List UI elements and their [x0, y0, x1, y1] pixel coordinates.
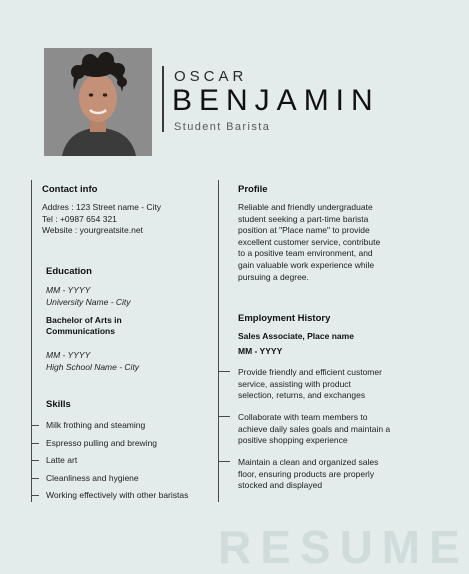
- profile-heading: Profile: [238, 184, 268, 195]
- profile-line: gain valuable work experience while: [238, 259, 375, 270]
- duty-item: [238, 457, 378, 492]
- education-degree-line: Communications: [46, 326, 115, 337]
- skill-item: Cleanliness and hygiene: [46, 473, 139, 483]
- duty-line: service, assisting with product: [238, 378, 351, 389]
- last-name: BENJAMIN: [172, 84, 380, 117]
- education-heading: Education: [46, 266, 92, 277]
- contact-website: Website : yourgreatsite.net: [42, 225, 143, 236]
- duty-line: Provide friendly and efficient customer: [238, 367, 382, 377]
- skill-item: Working effectively with other baristas: [46, 490, 189, 500]
- contact-section: [42, 184, 161, 237]
- education-school: High School Name - City: [46, 361, 140, 372]
- education-school: University Name - City: [46, 296, 131, 307]
- first-name: OSCAR: [174, 68, 248, 85]
- duty-item: [238, 367, 382, 402]
- profile-line: student seeking a part-time barista: [238, 213, 369, 224]
- resume-watermark: RESUME: [218, 521, 469, 573]
- skill-item: Milk frothing and steaming: [46, 420, 146, 430]
- contact-heading: Contact info: [42, 184, 98, 195]
- header-divider: [162, 66, 164, 132]
- duty-line: achieve daily sales goals and maintain a: [238, 423, 391, 434]
- left-column-rule: [31, 180, 32, 502]
- skill-tick: [31, 478, 39, 479]
- skill-tick: [31, 460, 39, 461]
- profile-line: position at "Place name" to provide: [238, 225, 370, 236]
- education-section: [46, 266, 139, 373]
- education-date: MM - YYYY: [46, 350, 91, 361]
- duty-line: stocked and displayed: [238, 480, 323, 491]
- duty-line: Collaborate with team members to: [238, 412, 368, 422]
- skill-tick: [31, 495, 39, 496]
- skill-tick: [31, 443, 39, 444]
- duty-line: selection, returns, and exchanges: [238, 390, 366, 401]
- employment-heading: Employment History: [238, 313, 331, 324]
- duty-tick: [218, 371, 230, 372]
- education-date: MM - YYYY: [46, 285, 91, 295]
- contact-address: Addres : 123 Street name - City: [42, 202, 162, 212]
- duty-line: Maintain a clean and organized sales: [238, 457, 379, 467]
- duty-line: positive shopping experience: [238, 435, 348, 446]
- skills-heading-wrap: [46, 399, 71, 410]
- contact-tel: Tel : +0987 654 321: [42, 213, 117, 224]
- profile-line: to a positive team environment, and: [238, 248, 373, 259]
- job-title: Student Barista: [174, 121, 271, 133]
- education-degree-line: Bachelor of Arts in: [46, 315, 122, 326]
- right-column-rule: [218, 180, 219, 502]
- skill-item: Espresso pulling and brewing: [46, 438, 158, 448]
- employment-role: Sales Associate, Place name: [238, 331, 354, 341]
- duty-item: [238, 412, 390, 447]
- skill-item: Latte art: [46, 455, 78, 465]
- profile-line: pursuing a degree.: [238, 271, 309, 282]
- employment-section: [238, 313, 354, 357]
- duty-tick: [218, 461, 230, 462]
- profile-line: Reliable and friendly undergraduate: [238, 202, 373, 212]
- portrait-image: [44, 48, 152, 156]
- profile-section: [238, 184, 380, 283]
- duty-line: floor, ensuring products are properly: [238, 468, 375, 479]
- skill-tick: [31, 425, 39, 426]
- skills-heading: Skills: [46, 399, 71, 410]
- duty-tick: [218, 416, 230, 417]
- profile-line: excellent customer service, contribute: [238, 236, 381, 247]
- profile-photo: [44, 48, 152, 156]
- employment-date: MM - YYYY: [238, 345, 283, 356]
